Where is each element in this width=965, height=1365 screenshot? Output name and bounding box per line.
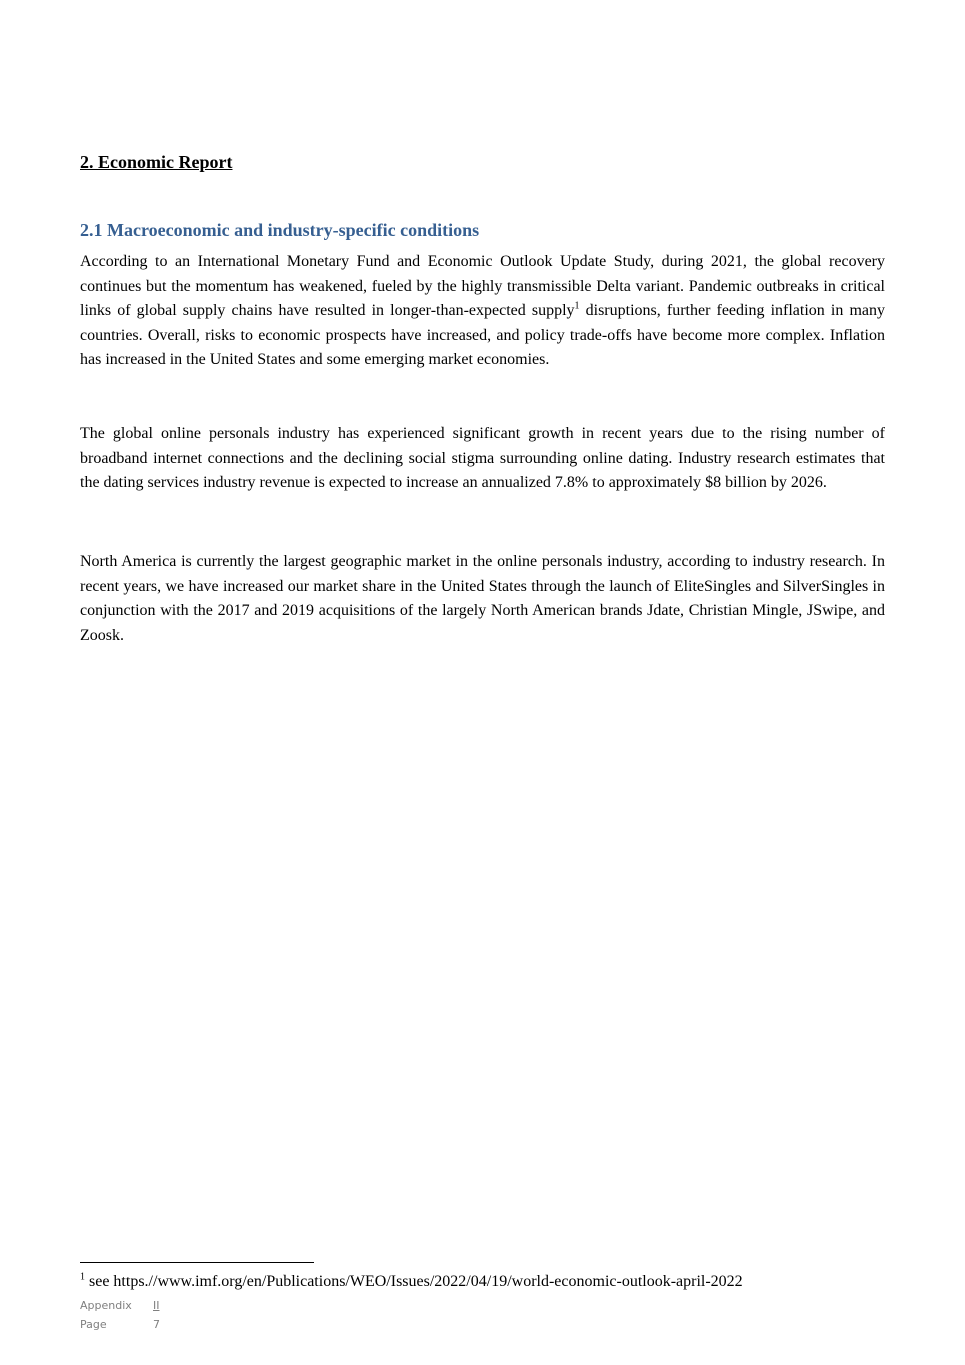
- footnote-reference[interactable]: 1: [574, 300, 580, 312]
- paragraph-economic-outlook: [80, 250, 885, 373]
- paragraph-text-part1: According to an International Monetary Fund and Economic Outlook Update Study, during 2021, the global recovery continues but the momentum has weakened, fueled by the highly transmissible Delta variant. Pandemic outbreaks in critical links of global supply chains have resulted in longer-than-expected supply: [80, 253, 885, 320]
- footnote: [80, 1271, 743, 1293]
- paragraph-industry-growth: The global online personals industry has experienced significant growth in recent years due to the rising number of broadband internet connections and the declining social stigma surrounding online dating. Industry research estimates that the dating services industry revenue is expected to increase an annualized 7.8% to approximately $8 billion by 2026.: [80, 425, 885, 492]
- paragraph-text-part2: disruptions, further feeding inflation in many countries. Overall, risks to economic prospects have increased, and policy trade-offs have become more complex. Inflation has increased in the United States and some emerging market economies.: [80, 302, 886, 369]
- section-heading: 2. Economic Report: [80, 152, 233, 172]
- footer-appendix-label: Appendix: [80, 1299, 132, 1312]
- paragraph-north-america: North America is currently the largest geographic market in the online personals industry, according to industry research. In recent years, we have increased our market share in the United States through the launch of EliteSingles and SilverSingles in conjunction with the 2017 and 2019 acquisitions of the largely North American brands Jdate, Christian Mingle, JSwipe, and Zoosk.: [80, 553, 885, 644]
- footnote-number: 1: [80, 1271, 85, 1283]
- footnote-divider: [80, 1262, 314, 1263]
- footer-page-number: [80, 1317, 160, 1333]
- footnote-text: see https.//www.imf.org/en/Publications/WEO/Issues/2022/04/19/world-economic-outlook-april-2022: [85, 1273, 743, 1290]
- footer-page-value: 7: [153, 1318, 160, 1331]
- footer-page-label: Page: [80, 1318, 107, 1331]
- footer-appendix: [80, 1298, 160, 1314]
- footer-appendix-value: II: [153, 1299, 160, 1312]
- subsection-heading: 2.1 Macroeconomic and industry-specific conditions: [80, 220, 480, 240]
